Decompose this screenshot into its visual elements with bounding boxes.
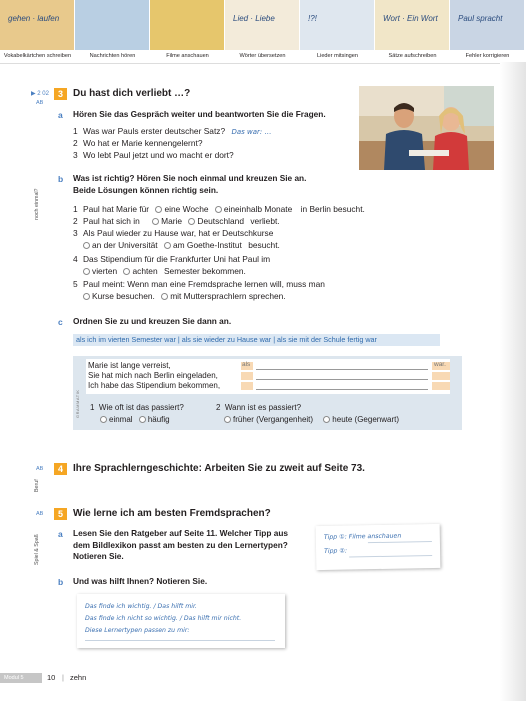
- phrase-bank: als ich im vierten Semester war | als sie wieder zu Hause war | als sie mit der Schule fertig war: [73, 334, 440, 346]
- fill-box: [241, 372, 253, 380]
- workbook-ref: AB: [36, 466, 44, 472]
- dictionary-label: Vokabelkärtchen schreiben: [3, 53, 72, 59]
- picture-dictionary-strip: [0, 0, 526, 62]
- exercise-number-badge: 5: [54, 508, 67, 520]
- dictionary-picture: [375, 0, 450, 50]
- answer-line[interactable]: [256, 379, 428, 380]
- task-instruction: Lesen Sie den Ratgeber auf Seite 11. Welcher Tipp aus dem Bildlexikon passt am besten zu den Lernertypen? Notieren Sie.: [73, 528, 289, 561]
- grammar-options: früher (Vergangenheit) heute (Gegenwart): [220, 415, 399, 424]
- grammar-sentence: Ich habe das Stipendium bekommen,: [88, 381, 221, 390]
- workbook-ref: AB: [36, 511, 44, 517]
- dictionary-label: Sätze aufschreiben: [388, 53, 437, 59]
- grammar-label: GRAMMATIK: [75, 389, 80, 418]
- task-letter: c: [58, 317, 63, 327]
- side-label: Beruf: [34, 479, 40, 492]
- note-card-tips: [316, 524, 441, 570]
- handwritten-note: Tipp ①: Filme anschauen: [323, 532, 402, 541]
- dictionary-label: Lieder mitsingen: [316, 53, 359, 59]
- task-letter: b: [58, 174, 64, 184]
- choice-row: an der Universität am Goethe-Institut besucht.: [79, 240, 280, 251]
- fill-box: [241, 382, 253, 390]
- handwritten-note: Tipp ②:: [324, 547, 348, 555]
- task-letter: a: [58, 529, 63, 539]
- header-divider: [0, 63, 526, 64]
- radio-option[interactable]: [83, 293, 90, 300]
- audio-track-label[interactable]: ▶ 2 02: [31, 91, 49, 97]
- note-line: [85, 640, 275, 641]
- task-letter: a: [58, 110, 63, 120]
- dictionary-picture: [225, 0, 300, 50]
- fill-box: [432, 382, 450, 390]
- radio-option[interactable]: [83, 242, 90, 249]
- radio-option[interactable]: [224, 416, 231, 423]
- picture-scribble: Paul spracht: [458, 14, 503, 23]
- answer-line[interactable]: [256, 369, 428, 370]
- question-row: 1 Was war Pauls erster deutscher Satz? Das war: …: [73, 126, 272, 136]
- radio-option[interactable]: [123, 268, 130, 275]
- grammar-box: [73, 356, 462, 430]
- fill-box: [432, 372, 450, 380]
- choice-row: vierten achten Semester bekommen.: [79, 266, 246, 277]
- exercise-title: Du hast dich verliebt …?: [73, 88, 191, 99]
- photo-couple-cafeteria: [359, 86, 494, 170]
- handwritten-note: Das finde ich wichtig. / Das hilft mir.: [85, 603, 197, 610]
- handwritten-answer: Das war: …: [231, 128, 272, 136]
- choice-row: 4 Das Stipendium für die Frankfurter Uni hat Paul im: [73, 254, 271, 264]
- choice-row: 1 Paul hat Marie für eine Woche eineinhalb Monate in Berlin besucht.: [73, 204, 365, 214]
- task-letter: b: [58, 577, 64, 587]
- grammar-table: [86, 359, 450, 394]
- conjunction-als: als: [242, 361, 251, 368]
- choice-row: Kurse besuchen. mit Muttersprachlern sprechen.: [79, 291, 286, 302]
- page-number-word: zehn: [70, 673, 87, 682]
- radio-option[interactable]: [215, 206, 222, 213]
- grammar-question: 1 Wie oft ist das passiert?: [90, 403, 184, 412]
- choice-row: 5 Paul meint: Wenn man eine Fremdsprache lernen will, muss man: [73, 279, 325, 289]
- dictionary-picture: [0, 0, 75, 50]
- side-label: noch einmal?: [34, 188, 40, 220]
- grammar-options: einmal häufig: [96, 415, 170, 424]
- radio-option[interactable]: [152, 218, 159, 225]
- side-label: Spiel & Spaß: [34, 534, 40, 565]
- exercise-title: Ihre Sprachlerngeschichte: Arbeiten Sie zu zweit auf Seite 73.: [73, 463, 365, 474]
- choice-row: 2 Paul hat sich in Marie Deutschland verliebt.: [73, 216, 280, 226]
- task-instruction: Was ist richtig? Hören Sie noch einmal und kreuzen Sie an. Beide Lösungen können richtig sein.: [73, 173, 307, 195]
- task-instruction: Ordnen Sie zu und kreuzen Sie dann an.: [73, 316, 232, 326]
- dictionary-label: Filme anschauen: [166, 53, 209, 59]
- picture-scribble: Wort · Ein Wort: [383, 14, 438, 23]
- exercise-title: Wie lerne ich am besten Fremdsprachen?: [73, 508, 271, 519]
- answer-line[interactable]: [256, 389, 428, 390]
- dictionary-picture: [450, 0, 525, 50]
- note-line: [349, 555, 432, 557]
- dictionary-picture: [75, 0, 150, 50]
- question-row: 2 Wo hat er Marie kennengelernt?: [73, 138, 203, 148]
- footer-separator: |: [62, 673, 64, 682]
- grammar-question: 2 Wann ist es passiert?: [216, 403, 302, 412]
- dictionary-label: Fehler korrigieren: [465, 53, 510, 59]
- task-instruction: Hören Sie das Gespräch weiter und beantworten Sie die Fragen.: [73, 109, 326, 119]
- grammar-sentence: Marie ist lange verreist,: [88, 361, 171, 370]
- note-card-learning: [77, 594, 285, 648]
- radio-option[interactable]: [188, 218, 195, 225]
- note-line: [368, 541, 432, 543]
- dictionary-label: Nachrichten hören: [89, 53, 136, 59]
- task-instruction: Und was hilft Ihnen? Notieren Sie.: [73, 576, 208, 586]
- exercise-number-badge: 3: [54, 88, 67, 100]
- radio-option[interactable]: [83, 268, 90, 275]
- radio-option[interactable]: [161, 293, 168, 300]
- page-edge-shadow: [500, 62, 526, 701]
- choice-row: 3 Als Paul wieder zu Hause war, hat er Deutschkurse: [73, 228, 274, 238]
- radio-option[interactable]: [323, 416, 330, 423]
- radio-option[interactable]: [164, 242, 171, 249]
- workbook-ref: AB: [36, 100, 44, 106]
- radio-option[interactable]: [155, 206, 162, 213]
- exercise-number-badge: 4: [54, 463, 67, 475]
- module-tab: Modul 5: [0, 673, 42, 683]
- picture-scribble: Lied · Liebe: [233, 14, 275, 23]
- handwritten-note: Diese Lernertypen passen zu mir:: [85, 627, 190, 634]
- radio-option[interactable]: [139, 416, 146, 423]
- radio-option[interactable]: [100, 416, 107, 423]
- question-row: 3 Wo lebt Paul jetzt und wo macht er dort?: [73, 150, 234, 160]
- handwritten-note: Das finde ich nicht so wichtig. / Das hilft mir nicht.: [85, 615, 242, 622]
- page-number: 10: [47, 673, 56, 682]
- picture-scribble: !?!: [308, 14, 317, 23]
- grammar-sentence: Sie hat mich nach Berlin eingeladen,: [88, 371, 218, 380]
- dictionary-label: Wörter übersetzen: [239, 53, 286, 59]
- dictionary-picture: [150, 0, 225, 50]
- verb-war: war.: [434, 361, 446, 368]
- picture-scribble: gehen · laufen: [8, 14, 60, 23]
- dictionary-picture: [300, 0, 375, 50]
